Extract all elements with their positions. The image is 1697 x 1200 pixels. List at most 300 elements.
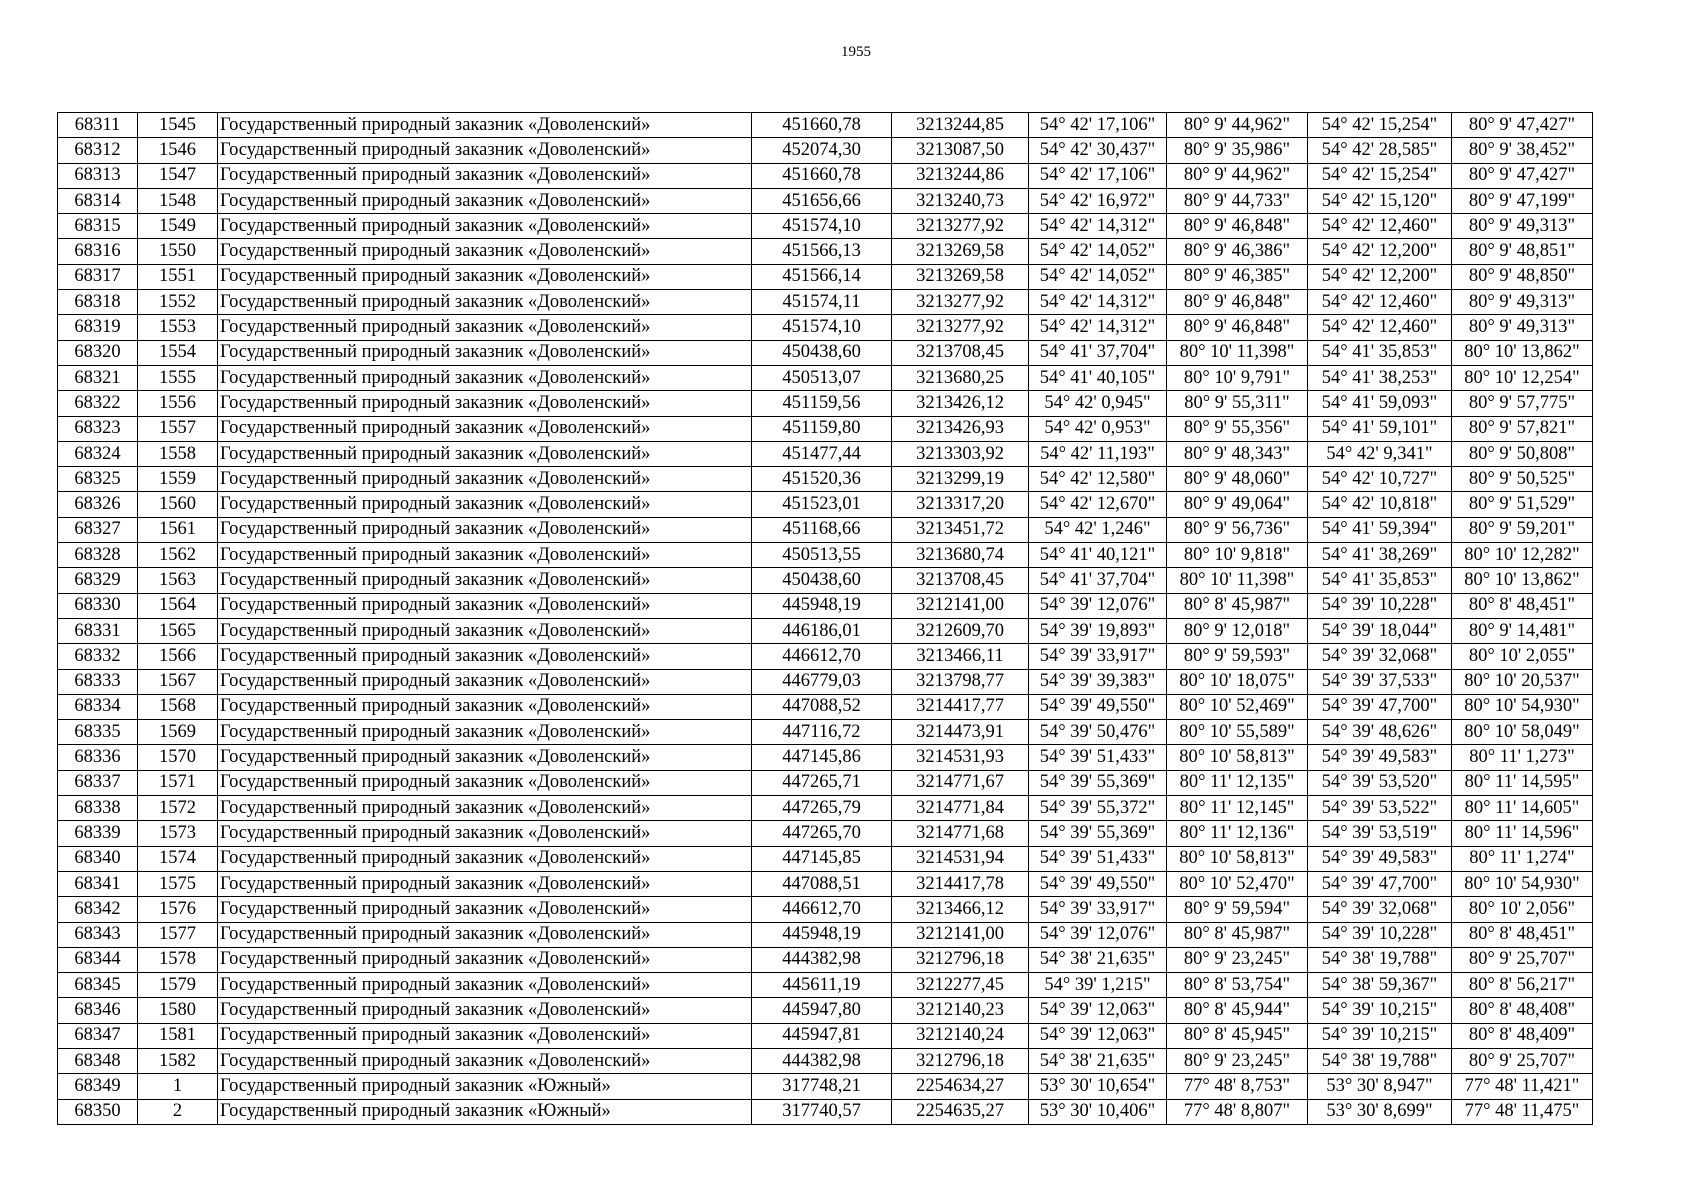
object-name-cell: Государственный природный заказник «Доволенский» bbox=[218, 188, 752, 213]
coord-y-cell: 2254635,27 bbox=[892, 1099, 1029, 1124]
record-id-cell: 68315 bbox=[58, 214, 138, 239]
table-row bbox=[58, 973, 1593, 998]
longitude-2-cell: 80° 8' 48,408" bbox=[1452, 998, 1593, 1023]
latitude-1-cell: 54° 42' 14,052" bbox=[1029, 239, 1167, 264]
table-row bbox=[58, 239, 1593, 264]
longitude-2-cell: 80° 9' 50,525" bbox=[1452, 467, 1593, 492]
record-id-cell: 68311 bbox=[58, 113, 138, 138]
latitude-2-cell: 54° 39' 49,583" bbox=[1308, 745, 1452, 770]
latitude-2-cell: 54° 42' 12,460" bbox=[1308, 214, 1452, 239]
longitude-1-cell: 80° 9' 48,060" bbox=[1167, 467, 1308, 492]
coord-y-cell: 3212796,18 bbox=[892, 1048, 1029, 1073]
longitude-2-cell: 80° 9' 25,707" bbox=[1452, 947, 1593, 972]
coord-y-cell: 3213269,58 bbox=[892, 264, 1029, 289]
longitude-2-cell: 80° 9' 49,313" bbox=[1452, 290, 1593, 315]
record-id-cell: 68343 bbox=[58, 922, 138, 947]
record-id-cell: 68325 bbox=[58, 467, 138, 492]
table-row bbox=[58, 593, 1593, 618]
table-row bbox=[58, 264, 1593, 289]
object-name-cell: Государственный природный заказник «Доволенский» bbox=[218, 365, 752, 390]
latitude-1-cell: 54° 39' 55,372" bbox=[1029, 796, 1167, 821]
record-id-cell: 68328 bbox=[58, 543, 138, 568]
coord-y-cell: 3213277,92 bbox=[892, 214, 1029, 239]
coord-y-cell: 3212141,00 bbox=[892, 922, 1029, 947]
point-number-cell: 1575 bbox=[138, 871, 218, 896]
coord-x-cell: 446612,70 bbox=[752, 644, 892, 669]
coord-x-cell: 446186,01 bbox=[752, 618, 892, 643]
coord-y-cell: 3213451,72 bbox=[892, 517, 1029, 542]
coord-y-cell: 3213708,45 bbox=[892, 340, 1029, 365]
table-row bbox=[58, 340, 1593, 365]
record-id-cell: 68320 bbox=[58, 340, 138, 365]
latitude-2-cell: 54° 38' 19,788" bbox=[1308, 1048, 1452, 1073]
coord-x-cell: 447145,85 bbox=[752, 846, 892, 871]
page-number: 1955 bbox=[841, 44, 871, 60]
latitude-1-cell: 54° 42' 1,246" bbox=[1029, 517, 1167, 542]
record-id-cell: 68350 bbox=[58, 1099, 138, 1124]
point-number-cell: 1564 bbox=[138, 593, 218, 618]
object-name-cell: Государственный природный заказник «Доволенский» bbox=[218, 239, 752, 264]
point-number-cell: 1582 bbox=[138, 1048, 218, 1073]
record-id-cell: 68330 bbox=[58, 593, 138, 618]
coord-x-cell: 447265,71 bbox=[752, 770, 892, 795]
longitude-1-cell: 80° 9' 23,245" bbox=[1167, 947, 1308, 972]
record-id-cell: 68334 bbox=[58, 694, 138, 719]
coord-x-cell: 444382,98 bbox=[752, 947, 892, 972]
object-name-cell: Государственный природный заказник «Доволенский» bbox=[218, 694, 752, 719]
longitude-2-cell: 80° 9' 49,313" bbox=[1452, 315, 1593, 340]
coord-x-cell: 451523,01 bbox=[752, 492, 892, 517]
longitude-2-cell: 80° 9' 47,427" bbox=[1452, 163, 1593, 188]
point-number-cell: 1547 bbox=[138, 163, 218, 188]
record-id-cell: 68346 bbox=[58, 998, 138, 1023]
coord-x-cell: 451660,78 bbox=[752, 163, 892, 188]
coord-x-cell: 451656,66 bbox=[752, 188, 892, 213]
object-name-cell: Государственный природный заказник «Доволенский» bbox=[218, 947, 752, 972]
object-name-cell: Государственный природный заказник «Доволенский» bbox=[218, 897, 752, 922]
latitude-1-cell: 54° 42' 11,193" bbox=[1029, 441, 1167, 466]
latitude-1-cell: 54° 42' 14,312" bbox=[1029, 214, 1167, 239]
latitude-2-cell: 54° 38' 59,367" bbox=[1308, 973, 1452, 998]
latitude-2-cell: 54° 42' 10,818" bbox=[1308, 492, 1452, 517]
object-name-cell: Государственный природный заказник «Доволенский» bbox=[218, 163, 752, 188]
longitude-1-cell: 80° 9' 46,386" bbox=[1167, 239, 1308, 264]
object-name-cell: Государственный природный заказник «Доволенский» bbox=[218, 770, 752, 795]
longitude-1-cell: 80° 9' 44,733" bbox=[1167, 188, 1308, 213]
coord-y-cell: 3213466,11 bbox=[892, 644, 1029, 669]
longitude-1-cell: 80° 8' 45,944" bbox=[1167, 998, 1308, 1023]
longitude-1-cell: 80° 9' 55,311" bbox=[1167, 391, 1308, 416]
record-id-cell: 68324 bbox=[58, 441, 138, 466]
record-id-cell: 68341 bbox=[58, 871, 138, 896]
longitude-2-cell: 80° 9' 59,201" bbox=[1452, 517, 1593, 542]
coord-y-cell: 3212140,24 bbox=[892, 1023, 1029, 1048]
longitude-1-cell: 80° 10' 55,589" bbox=[1167, 720, 1308, 745]
table-row bbox=[58, 138, 1593, 163]
longitude-2-cell: 77° 48' 11,475" bbox=[1452, 1099, 1593, 1124]
coord-x-cell: 447265,70 bbox=[752, 821, 892, 846]
record-id-cell: 68349 bbox=[58, 1074, 138, 1099]
longitude-1-cell: 80° 9' 35,986" bbox=[1167, 138, 1308, 163]
coord-x-cell: 446779,03 bbox=[752, 669, 892, 694]
point-number-cell: 1578 bbox=[138, 947, 218, 972]
latitude-2-cell: 54° 42' 12,200" bbox=[1308, 264, 1452, 289]
table-row bbox=[58, 214, 1593, 239]
point-number-cell: 1556 bbox=[138, 391, 218, 416]
longitude-2-cell: 80° 10' 13,862" bbox=[1452, 340, 1593, 365]
longitude-1-cell: 77° 48' 8,753" bbox=[1167, 1074, 1308, 1099]
coord-y-cell: 3214417,77 bbox=[892, 694, 1029, 719]
latitude-1-cell: 54° 39' 51,433" bbox=[1029, 745, 1167, 770]
object-name-cell: Государственный природный заказник «Доволенский» bbox=[218, 998, 752, 1023]
latitude-1-cell: 54° 41' 40,121" bbox=[1029, 543, 1167, 568]
coord-x-cell: 451660,78 bbox=[752, 113, 892, 138]
latitude-1-cell: 54° 42' 17,106" bbox=[1029, 163, 1167, 188]
latitude-2-cell: 54° 41' 59,093" bbox=[1308, 391, 1452, 416]
table-row bbox=[58, 467, 1593, 492]
coord-x-cell: 445948,19 bbox=[752, 593, 892, 618]
record-id-cell: 68332 bbox=[58, 644, 138, 669]
longitude-2-cell: 80° 11' 14,596" bbox=[1452, 821, 1593, 846]
record-id-cell: 68319 bbox=[58, 315, 138, 340]
table-row bbox=[58, 1023, 1593, 1048]
record-id-cell: 68318 bbox=[58, 290, 138, 315]
object-name-cell: Государственный природный заказник «Доволенский» bbox=[218, 138, 752, 163]
latitude-2-cell: 54° 42' 15,254" bbox=[1308, 113, 1452, 138]
point-number-cell: 1580 bbox=[138, 998, 218, 1023]
longitude-2-cell: 80° 10' 12,282" bbox=[1452, 543, 1593, 568]
record-id-cell: 68323 bbox=[58, 416, 138, 441]
point-number-cell: 1549 bbox=[138, 214, 218, 239]
longitude-2-cell: 80° 11' 14,595" bbox=[1452, 770, 1593, 795]
longitude-1-cell: 80° 10' 58,813" bbox=[1167, 846, 1308, 871]
table-row bbox=[58, 492, 1593, 517]
coord-y-cell: 2254634,27 bbox=[892, 1074, 1029, 1099]
point-number-cell: 1553 bbox=[138, 315, 218, 340]
table-row bbox=[58, 821, 1593, 846]
coord-y-cell: 3213426,93 bbox=[892, 416, 1029, 441]
point-number-cell: 1551 bbox=[138, 264, 218, 289]
point-number-cell: 1554 bbox=[138, 340, 218, 365]
longitude-2-cell: 80° 9' 50,808" bbox=[1452, 441, 1593, 466]
longitude-1-cell: 80° 11' 12,136" bbox=[1167, 821, 1308, 846]
latitude-1-cell: 53° 30' 10,654" bbox=[1029, 1074, 1167, 1099]
coord-x-cell: 450513,55 bbox=[752, 543, 892, 568]
object-name-cell: Государственный природный заказник «Доволенский» bbox=[218, 720, 752, 745]
table-row bbox=[58, 796, 1593, 821]
latitude-1-cell: 54° 39' 33,917" bbox=[1029, 897, 1167, 922]
coord-y-cell: 3213277,92 bbox=[892, 290, 1029, 315]
longitude-1-cell: 80° 10' 58,813" bbox=[1167, 745, 1308, 770]
coord-y-cell: 3213244,85 bbox=[892, 113, 1029, 138]
latitude-2-cell: 54° 39' 10,228" bbox=[1308, 922, 1452, 947]
coord-y-cell: 3213708,45 bbox=[892, 568, 1029, 593]
longitude-1-cell: 80° 10' 18,075" bbox=[1167, 669, 1308, 694]
point-number-cell: 1568 bbox=[138, 694, 218, 719]
latitude-2-cell: 54° 41' 35,853" bbox=[1308, 568, 1452, 593]
latitude-1-cell: 54° 39' 12,076" bbox=[1029, 922, 1167, 947]
coord-y-cell: 3212140,23 bbox=[892, 998, 1029, 1023]
latitude-2-cell: 54° 41' 59,101" bbox=[1308, 416, 1452, 441]
coord-x-cell: 450438,60 bbox=[752, 568, 892, 593]
longitude-1-cell: 80° 10' 9,818" bbox=[1167, 543, 1308, 568]
record-id-cell: 68317 bbox=[58, 264, 138, 289]
coord-x-cell: 451159,56 bbox=[752, 391, 892, 416]
longitude-2-cell: 80° 10' 2,056" bbox=[1452, 897, 1593, 922]
latitude-1-cell: 54° 42' 16,972" bbox=[1029, 188, 1167, 213]
table-row bbox=[58, 1048, 1593, 1073]
latitude-2-cell: 54° 42' 12,200" bbox=[1308, 239, 1452, 264]
longitude-1-cell: 80° 11' 12,145" bbox=[1167, 796, 1308, 821]
coord-x-cell: 451520,36 bbox=[752, 467, 892, 492]
longitude-1-cell: 80° 8' 45,987" bbox=[1167, 593, 1308, 618]
table-row bbox=[58, 644, 1593, 669]
longitude-2-cell: 80° 9' 47,199" bbox=[1452, 188, 1593, 213]
longitude-2-cell: 80° 11' 1,273" bbox=[1452, 745, 1593, 770]
longitude-1-cell: 77° 48' 8,807" bbox=[1167, 1099, 1308, 1124]
table-row bbox=[58, 543, 1593, 568]
record-id-cell: 68327 bbox=[58, 517, 138, 542]
coord-x-cell: 451574,11 bbox=[752, 290, 892, 315]
latitude-2-cell: 54° 39' 37,533" bbox=[1308, 669, 1452, 694]
latitude-1-cell: 54° 38' 21,635" bbox=[1029, 1048, 1167, 1073]
object-name-cell: Государственный природный заказник «Доволенский» bbox=[218, 517, 752, 542]
object-name-cell: Государственный природный заказник «Южный» bbox=[218, 1074, 752, 1099]
longitude-2-cell: 80° 9' 48,850" bbox=[1452, 264, 1593, 289]
latitude-1-cell: 54° 39' 49,550" bbox=[1029, 694, 1167, 719]
latitude-2-cell: 54° 41' 38,253" bbox=[1308, 365, 1452, 390]
longitude-1-cell: 80° 10' 52,469" bbox=[1167, 694, 1308, 719]
record-id-cell: 68333 bbox=[58, 669, 138, 694]
latitude-2-cell: 53° 30' 8,947" bbox=[1308, 1074, 1452, 1099]
coord-y-cell: 3213240,73 bbox=[892, 188, 1029, 213]
longitude-1-cell: 80° 9' 59,594" bbox=[1167, 897, 1308, 922]
point-number-cell: 1567 bbox=[138, 669, 218, 694]
point-number-cell: 1546 bbox=[138, 138, 218, 163]
table-row bbox=[58, 998, 1593, 1023]
longitude-2-cell: 80° 10' 2,055" bbox=[1452, 644, 1593, 669]
coord-y-cell: 3213798,77 bbox=[892, 669, 1029, 694]
point-number-cell: 1555 bbox=[138, 365, 218, 390]
latitude-2-cell: 54° 39' 53,520" bbox=[1308, 770, 1452, 795]
record-id-cell: 68326 bbox=[58, 492, 138, 517]
object-name-cell: Государственный природный заказник «Доволенский» bbox=[218, 922, 752, 947]
point-number-cell: 1548 bbox=[138, 188, 218, 213]
coord-y-cell: 3212277,45 bbox=[892, 973, 1029, 998]
coord-x-cell: 450438,60 bbox=[752, 340, 892, 365]
longitude-2-cell: 77° 48' 11,421" bbox=[1452, 1074, 1593, 1099]
table-row bbox=[58, 315, 1593, 340]
longitude-1-cell: 80° 10' 52,470" bbox=[1167, 871, 1308, 896]
latitude-2-cell: 53° 30' 8,699" bbox=[1308, 1099, 1452, 1124]
object-name-cell: Государственный природный заказник «Доволенский» bbox=[218, 745, 752, 770]
table-row bbox=[58, 441, 1593, 466]
longitude-2-cell: 80° 9' 25,707" bbox=[1452, 1048, 1593, 1073]
latitude-1-cell: 54° 42' 14,052" bbox=[1029, 264, 1167, 289]
point-number-cell: 1561 bbox=[138, 517, 218, 542]
object-name-cell: Государственный природный заказник «Доволенский» bbox=[218, 871, 752, 896]
point-number-cell: 2 bbox=[138, 1099, 218, 1124]
table-row bbox=[58, 290, 1593, 315]
object-name-cell: Государственный природный заказник «Доволенский» bbox=[218, 391, 752, 416]
object-name-cell: Государственный природный заказник «Доволенский» bbox=[218, 669, 752, 694]
point-number-cell: 1569 bbox=[138, 720, 218, 745]
coord-y-cell: 3214473,91 bbox=[892, 720, 1029, 745]
coord-x-cell: 451477,44 bbox=[752, 441, 892, 466]
coord-y-cell: 3213269,58 bbox=[892, 239, 1029, 264]
latitude-2-cell: 54° 39' 53,522" bbox=[1308, 796, 1452, 821]
record-id-cell: 68340 bbox=[58, 846, 138, 871]
coord-y-cell: 3214531,94 bbox=[892, 846, 1029, 871]
coord-y-cell: 3213299,19 bbox=[892, 467, 1029, 492]
latitude-1-cell: 54° 38' 21,635" bbox=[1029, 947, 1167, 972]
object-name-cell: Государственный природный заказник «Доволенский» bbox=[218, 264, 752, 289]
latitude-1-cell: 54° 39' 50,476" bbox=[1029, 720, 1167, 745]
table-row bbox=[58, 694, 1593, 719]
latitude-1-cell: 54° 41' 40,105" bbox=[1029, 365, 1167, 390]
latitude-1-cell: 54° 39' 12,076" bbox=[1029, 593, 1167, 618]
coord-x-cell: 446612,70 bbox=[752, 897, 892, 922]
object-name-cell: Государственный природный заказник «Доволенский» bbox=[218, 846, 752, 871]
point-number-cell: 1574 bbox=[138, 846, 218, 871]
table-row bbox=[58, 846, 1593, 871]
coord-y-cell: 3213680,74 bbox=[892, 543, 1029, 568]
coord-x-cell: 451159,80 bbox=[752, 416, 892, 441]
coord-x-cell: 451566,13 bbox=[752, 239, 892, 264]
coord-y-cell: 3213317,20 bbox=[892, 492, 1029, 517]
longitude-2-cell: 80° 10' 13,862" bbox=[1452, 568, 1593, 593]
coord-y-cell: 3213244,86 bbox=[892, 163, 1029, 188]
coord-x-cell: 444382,98 bbox=[752, 1048, 892, 1073]
latitude-2-cell: 54° 42' 28,585" bbox=[1308, 138, 1452, 163]
coord-x-cell: 445947,81 bbox=[752, 1023, 892, 1048]
longitude-1-cell: 80° 9' 46,385" bbox=[1167, 264, 1308, 289]
coord-y-cell: 3214417,78 bbox=[892, 871, 1029, 896]
table-row bbox=[58, 922, 1593, 947]
point-number-cell: 1571 bbox=[138, 770, 218, 795]
table-row bbox=[58, 188, 1593, 213]
longitude-1-cell: 80° 8' 53,754" bbox=[1167, 973, 1308, 998]
longitude-1-cell: 80° 10' 11,398" bbox=[1167, 340, 1308, 365]
coord-y-cell: 3214771,84 bbox=[892, 796, 1029, 821]
latitude-2-cell: 54° 41' 38,269" bbox=[1308, 543, 1452, 568]
object-name-cell: Государственный природный заказник «Доволенский» bbox=[218, 467, 752, 492]
longitude-2-cell: 80° 10' 54,930" bbox=[1452, 694, 1593, 719]
point-number-cell: 1579 bbox=[138, 973, 218, 998]
latitude-2-cell: 54° 39' 10,215" bbox=[1308, 1023, 1452, 1048]
record-id-cell: 68329 bbox=[58, 568, 138, 593]
coord-y-cell: 3214531,93 bbox=[892, 745, 1029, 770]
longitude-1-cell: 80° 9' 56,736" bbox=[1167, 517, 1308, 542]
latitude-1-cell: 54° 39' 19,893" bbox=[1029, 618, 1167, 643]
point-number-cell: 1577 bbox=[138, 922, 218, 947]
latitude-1-cell: 54° 39' 55,369" bbox=[1029, 821, 1167, 846]
latitude-2-cell: 54° 39' 48,626" bbox=[1308, 720, 1452, 745]
longitude-2-cell: 80° 9' 57,775" bbox=[1452, 391, 1593, 416]
coord-x-cell: 317748,21 bbox=[752, 1074, 892, 1099]
longitude-1-cell: 80° 9' 59,593" bbox=[1167, 644, 1308, 669]
record-id-cell: 68339 bbox=[58, 821, 138, 846]
point-number-cell: 1570 bbox=[138, 745, 218, 770]
coord-y-cell: 3213087,50 bbox=[892, 138, 1029, 163]
longitude-2-cell: 80° 9' 51,529" bbox=[1452, 492, 1593, 517]
object-name-cell: Государственный природный заказник «Доволенский» bbox=[218, 593, 752, 618]
coord-y-cell: 3212141,00 bbox=[892, 593, 1029, 618]
point-number-cell: 1 bbox=[138, 1074, 218, 1099]
table-row bbox=[58, 897, 1593, 922]
coord-y-cell: 3212609,70 bbox=[892, 618, 1029, 643]
latitude-1-cell: 54° 41' 37,704" bbox=[1029, 340, 1167, 365]
record-id-cell: 68314 bbox=[58, 188, 138, 213]
point-number-cell: 1563 bbox=[138, 568, 218, 593]
coord-y-cell: 3213426,12 bbox=[892, 391, 1029, 416]
latitude-1-cell: 53° 30' 10,406" bbox=[1029, 1099, 1167, 1124]
longitude-1-cell: 80° 9' 49,064" bbox=[1167, 492, 1308, 517]
table-row bbox=[58, 568, 1593, 593]
point-number-cell: 1552 bbox=[138, 290, 218, 315]
latitude-2-cell: 54° 42' 15,120" bbox=[1308, 188, 1452, 213]
latitude-2-cell: 54° 39' 10,215" bbox=[1308, 998, 1452, 1023]
point-number-cell: 1559 bbox=[138, 467, 218, 492]
longitude-2-cell: 80° 10' 54,930" bbox=[1452, 871, 1593, 896]
longitude-1-cell: 80° 9' 46,848" bbox=[1167, 290, 1308, 315]
longitude-2-cell: 80° 10' 20,537" bbox=[1452, 669, 1593, 694]
longitude-2-cell: 80° 10' 12,254" bbox=[1452, 365, 1593, 390]
record-id-cell: 68322 bbox=[58, 391, 138, 416]
latitude-2-cell: 54° 42' 12,460" bbox=[1308, 290, 1452, 315]
point-number-cell: 1572 bbox=[138, 796, 218, 821]
table-body bbox=[58, 113, 1593, 1125]
object-name-cell: Государственный природный заказник «Доволенский» bbox=[218, 1023, 752, 1048]
coord-x-cell: 447088,51 bbox=[752, 871, 892, 896]
longitude-1-cell: 80° 9' 55,356" bbox=[1167, 416, 1308, 441]
table-row bbox=[58, 720, 1593, 745]
object-name-cell: Государственный природный заказник «Доволенский» bbox=[218, 1048, 752, 1073]
longitude-2-cell: 80° 9' 47,427" bbox=[1452, 113, 1593, 138]
point-number-cell: 1562 bbox=[138, 543, 218, 568]
latitude-1-cell: 54° 42' 30,437" bbox=[1029, 138, 1167, 163]
object-name-cell: Государственный природный заказник «Доволенский» bbox=[218, 214, 752, 239]
longitude-1-cell: 80° 8' 45,987" bbox=[1167, 922, 1308, 947]
record-id-cell: 68337 bbox=[58, 770, 138, 795]
latitude-1-cell: 54° 39' 12,063" bbox=[1029, 1023, 1167, 1048]
longitude-2-cell: 80° 8' 56,217" bbox=[1452, 973, 1593, 998]
longitude-1-cell: 80° 10' 9,791" bbox=[1167, 365, 1308, 390]
object-name-cell: Государственный природный заказник «Доволенский» bbox=[218, 973, 752, 998]
coord-x-cell: 447145,86 bbox=[752, 745, 892, 770]
latitude-1-cell: 54° 42' 14,312" bbox=[1029, 315, 1167, 340]
latitude-1-cell: 54° 39' 1,215" bbox=[1029, 973, 1167, 998]
longitude-1-cell: 80° 9' 44,962" bbox=[1167, 113, 1308, 138]
object-name-cell: Государственный природный заказник «Доволенский» bbox=[218, 821, 752, 846]
record-id-cell: 68321 bbox=[58, 365, 138, 390]
coord-x-cell: 447116,72 bbox=[752, 720, 892, 745]
object-name-cell: Государственный природный заказник «Доволенский» bbox=[218, 340, 752, 365]
coord-x-cell: 451574,10 bbox=[752, 214, 892, 239]
table-row bbox=[58, 391, 1593, 416]
record-id-cell: 68316 bbox=[58, 239, 138, 264]
coord-x-cell: 447088,52 bbox=[752, 694, 892, 719]
object-name-cell: Государственный природный заказник «Доволенский» bbox=[218, 113, 752, 138]
object-name-cell: Государственный природный заказник «Доволенский» bbox=[218, 644, 752, 669]
latitude-2-cell: 54° 39' 32,068" bbox=[1308, 897, 1452, 922]
longitude-1-cell: 80° 9' 46,848" bbox=[1167, 214, 1308, 239]
longitude-1-cell: 80° 9' 44,962" bbox=[1167, 163, 1308, 188]
latitude-1-cell: 54° 39' 12,063" bbox=[1029, 998, 1167, 1023]
longitude-2-cell: 80° 11' 1,274" bbox=[1452, 846, 1593, 871]
latitude-2-cell: 54° 39' 47,700" bbox=[1308, 871, 1452, 896]
longitude-2-cell: 80° 8' 48,451" bbox=[1452, 593, 1593, 618]
